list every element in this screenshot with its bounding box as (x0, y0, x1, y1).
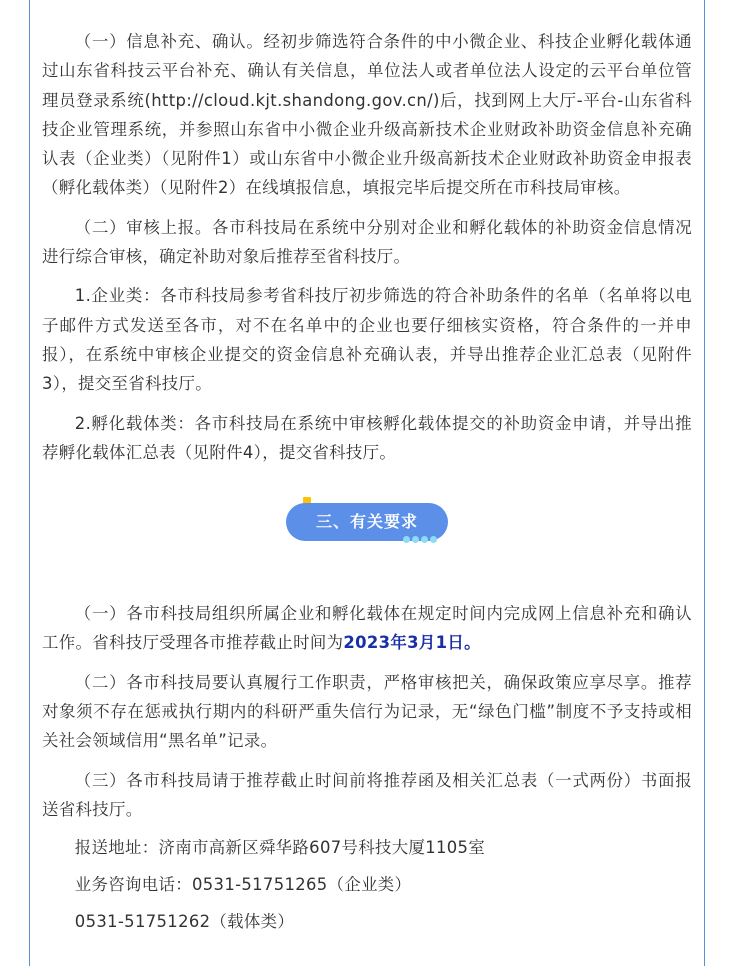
deadline-date: 2023年3月1日。 (343, 633, 481, 653)
dot-icon (412, 536, 419, 543)
requirement-1-text: （一）各市科技局组织所属企业和孵化载体在规定时间内完成网上信息补充和确认工作。省科技厅受理各市推荐截止时间为 (42, 604, 692, 653)
contact-phone-incubator: 0531-51751262（载体类） (74, 912, 295, 932)
dot-icon (403, 536, 410, 543)
section-title: 三、有关要求 (286, 503, 448, 541)
dot-icon (421, 536, 428, 543)
paragraph-enterprise-type: 1.企业类：各市科技局参考省科技厅初步筛选的符合补助条件的名单（名单将以电子邮件方式发送至各市，对不在名单中的企业也要仔细核实资格，符合条件的一并申报），在系统中审核企业提交的资金信息补充确认表，并导出推荐企业汇总表（见附件3），提交至省科技厅。 (42, 286, 692, 394)
paragraph-requirement-2: （二）各市科技局要认真履行工作职责，严格审核把关，确保政策应享尽享。推荐对象须不存在惩戒执行期内的科研严重失信行为记录，无“绿色门槛”制度不予支持或相关社会领域信用“黑名单”记录。 (42, 672, 692, 751)
paragraph-info-confirm: （一）信息补充、确认。经初步筛选符合条件的中小微企业、科技企业孵化载体通过山东省科技云平台补充、确认有关信息，单位法人或者单位法人设定的云平台单位管理员登录系统(http://cloud.kjt.shandong.gov.cn/)后，找到网上大厅-平台-山东省科技企业管理系统，并参照山东省中小微企业升级高新技术企业财政补助资金信息补充确认表（企业类）（见附件1）或山东省中小微企业升级高新技术企业财政补助资金申报表（孵化载体类）（见附件2）在线填报信息，填报完毕后提交所在市科技局审核。 (42, 32, 692, 198)
dot-icon (430, 536, 437, 543)
paragraph-review-submit: （二）审核上报。各市科技局在系统中分别对企业和孵化载体的补助资金信息情况进行综合审核，确定补助对象后推荐至省科技厅。 (42, 217, 692, 267)
article-body (42, 27, 692, 945)
paragraph-requirement-1 (42, 599, 692, 658)
paragraph-requirement-3: （三）各市科技局请于推荐截止时间前将推荐函及相关汇总表（一式两份）书面报送省科技厅。 (42, 770, 692, 819)
contact-phone-enterprise: 业务咨询电话：0531-51751265（企业类） (74, 875, 412, 895)
pill-dots-decoration (403, 536, 437, 543)
paragraph-incubator-type: 2.孵化载体类：各市科技局在系统中审核孵化载体提交的补助资金申请，并导出推荐孵化载体汇总表（见附件4），提交省科技厅。 (42, 413, 692, 462)
contact-address: 报送地址：济南市高新区舜华路607号科技大厦1105室 (74, 838, 486, 858)
section-header (42, 467, 692, 599)
